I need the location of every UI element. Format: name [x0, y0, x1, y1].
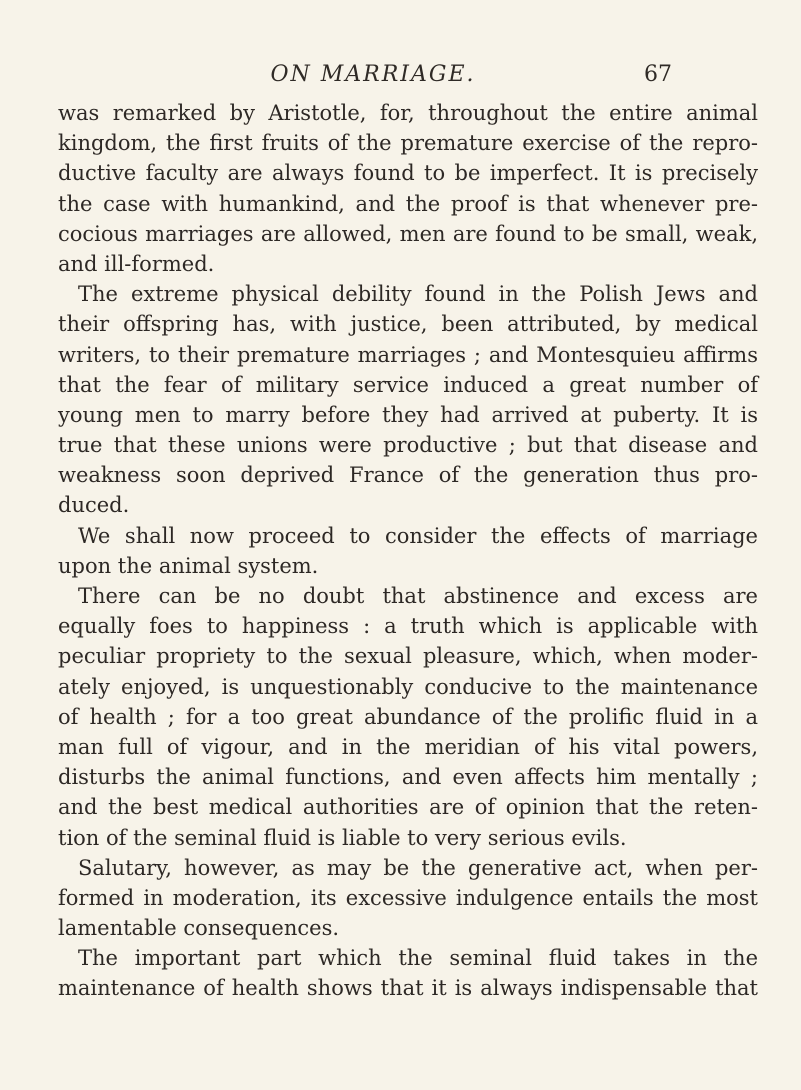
text-line: their offspring has, with justice, been attributed, by medical [58, 312, 758, 337]
text-line: formed in moderation, its excessive indulgence entails the most [58, 885, 758, 910]
text-line: Salutary, however, as may be the generative act, when per- [78, 855, 758, 880]
text-line: and ill-formed. [58, 251, 215, 276]
text-line: There can be no doubt that abstinence and excess are [78, 584, 758, 608]
text-line: lamentable consequences. [58, 916, 340, 941]
text-line: equally foes to happiness : a truth which is applicable with [58, 614, 758, 639]
running-title: ON MARRIAGE. [270, 62, 476, 87]
text-line: and the best medical authorities are of opinion that the reten- [58, 795, 758, 820]
text-line: tion of the seminal fluid is liable to very serious evils. [58, 825, 627, 850]
text-line: peculiar propriety to the sexual pleasure, which, when moder- [58, 644, 758, 669]
text-line: the case with humankind, and the proof is that whenever pre- [58, 191, 758, 216]
text-line: We shall now proceed to consider the effects of marriage [78, 523, 758, 548]
text-line: that the fear of military service induced a great number of [58, 372, 758, 397]
text-line: The important part which the seminal fluid takes in the [78, 946, 758, 971]
text-line: man full of vigour, and in the meridian of his vital powers, [58, 734, 758, 759]
body-text [58, 98, 758, 1004]
text-line: of health ; for a too great abundance of the prolific fluid in a [58, 704, 758, 729]
text-line: true that these unions were productive ; but that disease and [58, 433, 758, 458]
text-line: writers, to their premature marriages ; and Montesquieu affirms [58, 342, 758, 367]
text-line: weakness soon deprived France of the generation thus pro- [58, 463, 758, 488]
text-line: upon the animal system. [58, 553, 319, 578]
text-line: The extreme physical debility found in the Polish Jews and [78, 282, 758, 307]
text-line: ately enjoyed, is unquestionably conducive to the maintenance [58, 674, 758, 699]
text-line: maintenance of health shows that it is always indispensable that [58, 976, 758, 1001]
text-line: was remarked by Aristotle, for, throughout the entire animal [58, 101, 758, 125]
text-line: disturbs the animal functions, and even affects him mentally ; [58, 765, 758, 790]
text-line: kingdom, the first fruits of the premature exercise of the repro- [58, 131, 758, 156]
text-line: cocious marriages are allowed, men are found to be small, weak, [58, 221, 758, 246]
page-number: 67 [644, 62, 672, 87]
text-line: duced. [58, 493, 130, 518]
text-line: young men to marry before they had arrived at puberty. It is [58, 402, 758, 427]
text-line: ductive faculty are always found to be imperfect. It is precisely [58, 161, 758, 186]
